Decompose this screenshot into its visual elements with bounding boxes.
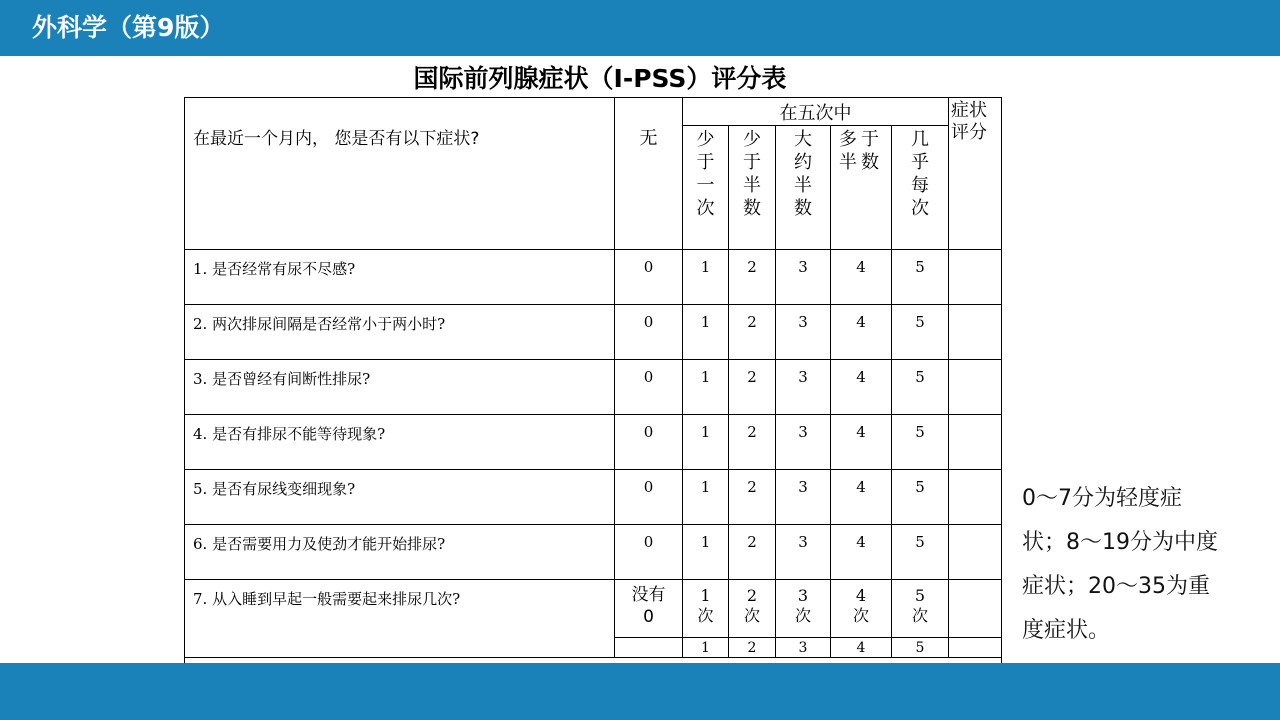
question-label: 2. 两次排尿间隔是否经常小于两小时? [185, 305, 615, 360]
q7-freq-number: 2 [746, 586, 758, 605]
q7-freq-cell [683, 580, 729, 638]
freq-header [729, 126, 776, 250]
q7-freq-cell [776, 580, 831, 638]
q7-none-score-empty [615, 638, 683, 658]
table-row-q7 [185, 580, 1002, 638]
q7-freq-unit: 次 [697, 606, 714, 625]
q7-freq-unit: 次 [743, 606, 760, 625]
score-cell: 2 [729, 415, 776, 470]
score-cell: 2 [729, 470, 776, 525]
freq-header [892, 126, 949, 250]
score-cell: 3 [776, 525, 831, 580]
score-cell: 5 [892, 525, 949, 580]
score-cell: 1 [683, 415, 729, 470]
q7-score-cell: 4 [831, 638, 892, 658]
q7-score-cell: 3 [776, 638, 831, 658]
table-row [185, 360, 1002, 415]
score-cell: 4 [831, 360, 892, 415]
none-header: 无 [615, 98, 683, 250]
score-cell: 3 [776, 250, 831, 305]
severity-note: 0～7分为轻度症状；8～19分为中度症状；20～35为重度症状。 [1022, 486, 1218, 643]
score-cell: 2 [729, 305, 776, 360]
score-cell: 3 [776, 305, 831, 360]
score-cell: 0 [615, 415, 683, 470]
freq-header [776, 126, 831, 250]
footer-bar [0, 663, 1280, 720]
score-cell: 4 [831, 415, 892, 470]
symptom-score-cell [949, 305, 1002, 360]
symptom-score-cell [949, 360, 1002, 415]
q7-freq-number: 4 [855, 586, 867, 605]
q7-none-cell [615, 580, 683, 638]
question-label: 3. 是否曾经有间断性排尿? [185, 360, 615, 415]
symptom-score-cell [949, 470, 1002, 525]
score-cell: 0 [615, 470, 683, 525]
symptom-score-cell [949, 638, 1002, 658]
q7-freq-number: 1 [700, 586, 711, 605]
question-label: 6. 是否需要用力及使劲才能开始排尿? [185, 525, 615, 580]
five-times-header: 在五次中 [683, 98, 949, 126]
score-cell: 5 [892, 250, 949, 305]
symptom-score-cell [949, 525, 1002, 580]
q7-freq-unit: 次 [794, 606, 811, 625]
q7-freq-cell [831, 580, 892, 638]
freq-header-label: 多于半数 [838, 129, 883, 173]
q7-freq-cell [892, 580, 949, 638]
freq-header-label: 几乎每次 [911, 129, 929, 219]
score-cell: 4 [831, 305, 892, 360]
q7-freq-number: 5 [914, 586, 926, 605]
symptom-score-cell [949, 415, 1002, 470]
question-label: 1. 是否经常有尿不尽感? [185, 250, 615, 305]
score-cell: 5 [892, 360, 949, 415]
score-cell: 3 [776, 360, 831, 415]
question-header: 在最近一个月内， 您是否有以下症状? [185, 98, 615, 250]
score-cell: 1 [683, 360, 729, 415]
question-label: 4. 是否有排尿不能等待现象? [185, 415, 615, 470]
score-cell: 1 [683, 525, 729, 580]
score-cell: 5 [892, 415, 949, 470]
freq-header [831, 126, 892, 250]
score-cell: 2 [729, 360, 776, 415]
score-cell: 2 [729, 250, 776, 305]
score-header: 症状评分 [951, 100, 988, 143]
table-row [185, 470, 1002, 525]
score-cell: 1 [683, 250, 729, 305]
score-cell: 4 [831, 250, 892, 305]
q7-freq-unit: 次 [852, 606, 869, 625]
table-row [185, 415, 1002, 470]
freq-header [683, 126, 729, 250]
table-title: 国际前列腺症状（I-PSS）评分表 [413, 64, 787, 93]
table-row [185, 525, 1002, 580]
score-cell: 1 [683, 470, 729, 525]
score-cell: 4 [831, 525, 892, 580]
score-cell: 3 [776, 470, 831, 525]
table-row [185, 250, 1002, 305]
question-label: 5. 是否有尿线变细现象? [185, 470, 615, 525]
freq-header-label: 少于半数 [742, 129, 761, 219]
freq-header-label: 少于一次 [696, 129, 715, 219]
score-cell: 4 [831, 470, 892, 525]
symptom-score-cell [949, 250, 1002, 305]
q7-score-cell: 2 [729, 638, 776, 658]
ipss-table [184, 97, 1002, 700]
symptom-score-cell [949, 580, 1002, 638]
score-cell: 2 [729, 525, 776, 580]
score-cell: 0 [615, 525, 683, 580]
q7-none-label: 没有 [631, 585, 666, 605]
table-row [185, 305, 1002, 360]
book-title: 外科学（第9版） [32, 13, 225, 42]
q7-score-cell: 1 [683, 638, 729, 658]
score-cell: 5 [892, 470, 949, 525]
score-cell: 0 [615, 360, 683, 415]
score-cell: 0 [615, 305, 683, 360]
header-bar [0, 0, 1280, 56]
q7-freq-number: 3 [797, 586, 809, 605]
q7-score-cell: 5 [892, 638, 949, 658]
freq-header-label: 大约半数 [793, 129, 812, 219]
q7-freq-unit: 次 [912, 606, 929, 625]
q7-freq-cell [729, 580, 776, 638]
score-cell: 3 [776, 415, 831, 470]
score-cell: 1 [683, 305, 729, 360]
question-label: 7. 从入睡到早起一般需要起来排尿几次? [185, 580, 615, 658]
q7-none-value: 0 [643, 607, 654, 627]
score-cell: 5 [892, 305, 949, 360]
score-cell: 0 [615, 250, 683, 305]
